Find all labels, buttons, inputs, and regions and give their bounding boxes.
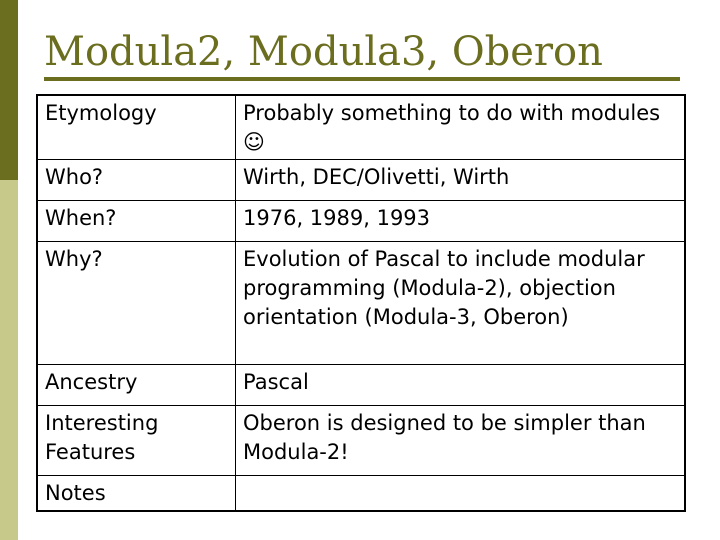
row-value: Oberon is designed to be simpler than Modula-2! xyxy=(236,405,686,475)
table-row-ancestry xyxy=(37,364,685,405)
row-label: Who? xyxy=(37,160,236,201)
slide-title: Modula2, Modula3, Oberon xyxy=(44,29,603,75)
row-label: Notes xyxy=(37,475,236,511)
table-row-who xyxy=(37,160,685,201)
row-value: Wirth, DEC/Olivetti, Wirth xyxy=(236,160,686,201)
row-label: Ancestry xyxy=(37,364,236,405)
row-value: 1976, 1989, 1993 xyxy=(236,201,686,242)
row-label: Etymology xyxy=(37,95,236,160)
info-table xyxy=(36,94,686,512)
table-row-etymology xyxy=(37,95,685,160)
title-underline xyxy=(44,77,680,81)
row-value xyxy=(236,475,686,511)
row-label: Interesting Features xyxy=(37,405,236,475)
table-row-when xyxy=(37,201,685,242)
row-value: Probably something to do with modules ☺ xyxy=(236,95,686,160)
side-bar-light xyxy=(0,180,18,540)
side-bar-dark xyxy=(0,0,18,180)
table-row-interesting-features xyxy=(37,405,685,475)
row-label: Why? xyxy=(37,242,236,364)
table-row-notes xyxy=(37,475,685,511)
row-value: Pascal xyxy=(236,364,686,405)
row-value: Evolution of Pascal to include modular programming (Modula-2), objection orientation (Modula-3, Oberon) xyxy=(236,242,686,364)
row-label: When? xyxy=(37,201,236,242)
table-row-why xyxy=(37,242,685,364)
